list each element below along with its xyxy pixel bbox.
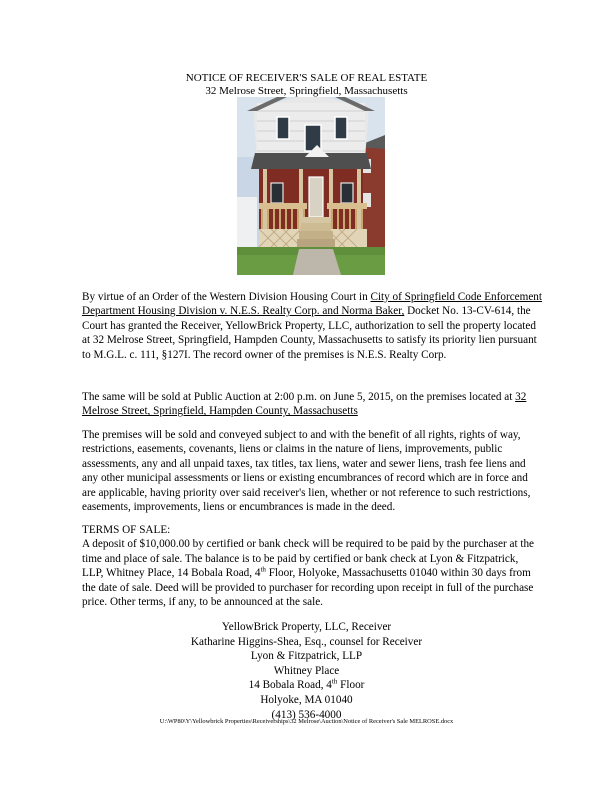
firm-phone: (413) 536-4000	[271, 708, 342, 721]
notice-title: NOTICE OF RECEIVER'S SALE OF REAL ESTATE	[185, 72, 428, 84]
firm-street-part-b: Floor	[337, 679, 365, 692]
firm-street-part-a: 14 Bobala Road, 4	[248, 679, 332, 692]
signature-block	[0, 620, 613, 722]
terms-text-part-b: Floor, Holyoke, Massachusetts 01040 within 30 days from the date of sale. Deed will be provided to purchaser for recording upon receipt in full of the purchase price. Other terms, if any, to be announced at the sale.	[82, 567, 534, 609]
case-name: City of Springfield Code Enforcement Department Housing Division v. N.E.S. Realty Corp. and Norma Baker,	[82, 291, 542, 318]
auction-location: 32 Melrose Street, Springfield, Hampden County, Massachusetts	[82, 391, 527, 418]
firm-street	[0, 678, 613, 693]
counsel-name: Katharine Higgins-Shea, Esq., counsel for Receiver	[190, 635, 423, 648]
floor-ordinal: th	[260, 565, 266, 574]
auction-time-text: The same will be sold at Public Auction at 2:00 p.m. on June 5, 2015, on the premises located at	[82, 391, 516, 403]
terms-heading: TERMS OF SALE:	[82, 524, 171, 536]
receiver-name: YellowBrick Property, LLC, Receiver	[221, 621, 392, 633]
firm-floor-ordinal: th	[331, 677, 338, 686]
notice-header	[0, 72, 613, 98]
house-photo	[237, 97, 385, 275]
terms-section	[82, 523, 542, 609]
terms-text	[82, 537, 542, 609]
order-details-text: Docket No. 13-CV-614, the Court has granted the Receiver, YellowBrick Property, LLC, authorization to sell the property located at 32 Melrose Street, Springfield, Hampden County, Massachusetts to satisfy its priority lien pursuant to M.G.L. c. 111, §127I. The record owner of the premises is N.E.S. Realty Corp.	[82, 305, 537, 361]
auction-paragraph	[82, 390, 542, 419]
terms-text-part-a: A deposit of $10,000.00 by certified or bank check will be required to be paid by the purchaser at the time and place of sale. The balance is to be paid by certified or bank check at Lyon & Fitzpatrick, LLP, Whitney Place, 14 Bobala Road, 4	[82, 538, 535, 580]
conveyance-paragraph: The premises will be sold and conveyed subject to and with the benefit of all rights, rights of way, restrictions, easements, covenants, liens or claims in the nature of liens, improvements, public assessments, any and all unpaid taxes, tax titles, tax liens, water and sewer liens, trash fee liens and any other municipal assessments or liens or existing encumbrances of record which are in force and are applicable, having priority over said receiver's lien, whether or not reference to such restrictions, easements, improvements, liens or encumbrances is made in the deed.	[82, 429, 531, 514]
firm-city: Holyoke, MA 01040	[260, 693, 353, 706]
order-intro-text: By virtue of an Order of the Western Division Housing Court in	[82, 291, 371, 303]
property-address: 32 Melrose Street, Springfield, Massachusetts	[205, 85, 408, 97]
law-firm: Lyon & Fitzpatrick, LLP	[250, 650, 363, 663]
file-path-footer: U:\WP80\Y\Yellowbrick Properties\Receiverships\32 Melrose\Auction\Notice of Receiver's Sale MELROSE.docx	[159, 718, 454, 725]
firm-building: Whitney Place	[273, 664, 340, 677]
order-paragraph	[82, 290, 542, 362]
